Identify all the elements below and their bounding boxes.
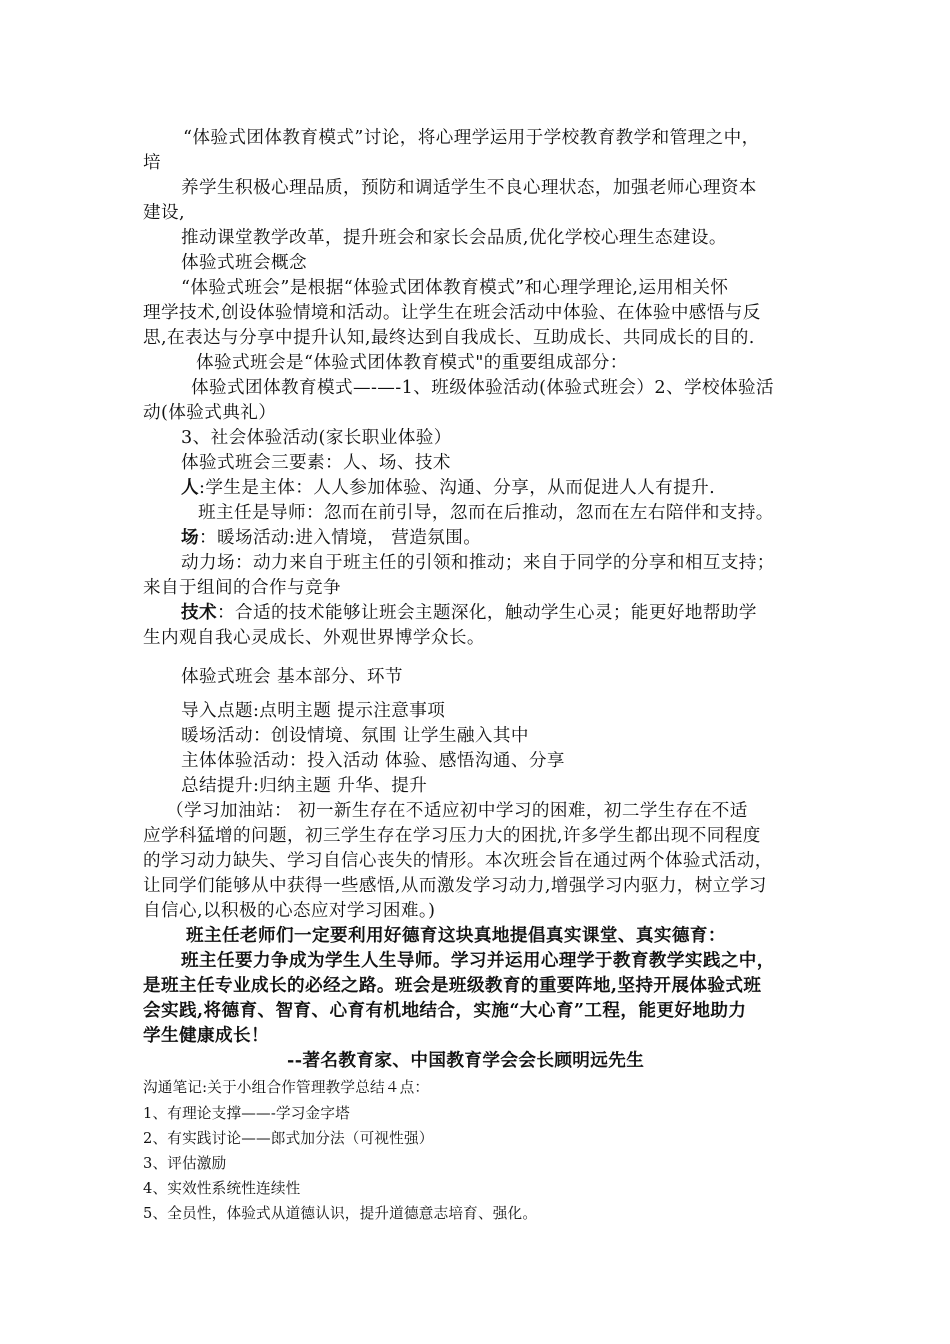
paragraph-line: 来自于组间的合作与竞争 <box>143 578 341 598</box>
paragraph-line: 的学习动力缺失、学习自信心丧失的情形。本次班会旨在通过两个体验式活动， <box>143 851 773 871</box>
step-item: 暖场活动：创设情境、氛围 让学生融入其中 <box>181 726 529 746</box>
paragraph-line: 理学技术,创设体验情境和活动。让学生在班会活动中体验、在体验中感悟与反 <box>143 303 761 323</box>
bold-label: 技术 <box>181 602 217 623</box>
bold-label: 人 <box>181 477 199 498</box>
paragraph-line: 培 <box>143 153 161 173</box>
paragraph-line: 动(体验式典礼） <box>143 403 277 423</box>
note-item: 1、有理论支撑——-学习金字塔 <box>143 1105 350 1122</box>
label-text: ：合适的技术能够让班会主题深化，触动学生心灵；能更好地帮助学 <box>217 603 757 623</box>
paragraph-line: 班主任是导师：忽而在前引导，忽而在后推动，忽而在左右陪伴和支持。 <box>198 503 774 523</box>
note-item: 5、全员性，体验式从道德认识，提升道德意志培育、强化。 <box>143 1205 538 1222</box>
paragraph-line: 自信心,以积极的心态应对学习困难。) <box>143 901 436 921</box>
label-text: :学生是主体：人人参加体验、沟通、分享，从而促进人人有提升. <box>199 478 716 498</box>
paragraph-line: 养学生积极心理品质，预防和调适学生不良心理状态，加强老师心理资本 <box>181 178 757 198</box>
paragraph-line: （学习加油站： 初一新生存在不适应初中学习的困难，初二学生存在不适 <box>166 801 748 821</box>
paragraph-line: 应学科猛增的问题，初三学生存在学习压力大的困扰,许多学生都出现不同程度 <box>143 826 761 846</box>
paragraph-line <box>181 476 715 500</box>
paragraph-line <box>181 601 757 625</box>
note-item: 3、评估激励 <box>143 1155 227 1172</box>
paragraph-line: 思,在表达与分享中提升认知,最终达到自我成长、互助成长、共同成长的目的. <box>143 328 755 348</box>
quote-line: 是班主任专业成长的必经之路。班会是班级教育的重要阵地,坚持开展体验式班 <box>143 975 762 996</box>
quote-line: 会实践,将德育、智育、心育有机地结合，实施“大心育”工程，能更好地助力 <box>143 1000 747 1021</box>
paragraph-line: “体验式班会”是根据“体验式团体教育模式”和心理学理论,运用相关怀 <box>181 278 729 298</box>
paragraph-line: 动力场：动力来自于班主任的引领和推动；来自于同学的分享和相互支持； <box>181 553 775 573</box>
paragraph-line <box>181 526 481 550</box>
paragraph-line: “体验式团体教育模式”讨论，将心理学运用于学校教育教学和管理之中， <box>183 128 760 148</box>
quote-line: 班主任老师们一定要利用好德育这块真地提倡真实课堂、真实德育： <box>186 925 726 946</box>
section-heading: 体验式班会 基本部分、环节 <box>181 667 403 687</box>
label-text: ：暖场活动:进入情境， 营造氛围。 <box>199 528 482 548</box>
section-heading: 体验式班会概念 <box>181 253 307 273</box>
paragraph-line: 建设, <box>143 203 185 223</box>
step-item: 主体体验活动：投入活动 体验、感悟沟通、分享 <box>181 751 565 771</box>
quote-attribution: --著名教育家、中国教育学会会长顾明远先生 <box>287 1050 645 1071</box>
quote-line: 班主任要力争成为学生人生导师。学习并运用心理学于教育教学实践之中， <box>181 950 775 971</box>
step-item: 导入点题:点明主题 提示注意事项 <box>181 701 446 721</box>
paragraph-line: 生内观自我心灵成长、外观世界博学众长。 <box>143 628 485 648</box>
paragraph-line: 3、社会体验活动(家长职业体验） <box>181 428 452 448</box>
paragraph-line: 让同学们能够从中获得一些感悟,从而激发学习动力,增强学习内驱力，树立学习 <box>143 876 767 896</box>
bold-label: 场 <box>181 527 199 548</box>
paragraph-line: 推动课堂教学改革，提升班会和家长会品质,优化学校心理生态建设。 <box>181 228 727 248</box>
note-item: 4、实效性系统性连续性 <box>143 1180 301 1197</box>
quote-line: 学生健康成长！ <box>143 1025 269 1046</box>
notes-heading: 沟通笔记:关于小组合作管理教学总结４点： <box>143 1079 430 1096</box>
step-item: 总结提升:归纳主题 升华、提升 <box>181 776 428 796</box>
note-item: 2、有实践讨论——郎式加分法（可视性强） <box>143 1130 434 1147</box>
paragraph-line: 体验式班会是“体验式团体教育模式"的重要组成部分： <box>196 353 628 373</box>
section-heading: 体验式班会三要素：人、场、技术 <box>181 453 451 473</box>
paragraph-line: 体验式团体教育模式—-—-1、班级体验活动(体验式班会）2、学校体验活 <box>191 378 774 398</box>
